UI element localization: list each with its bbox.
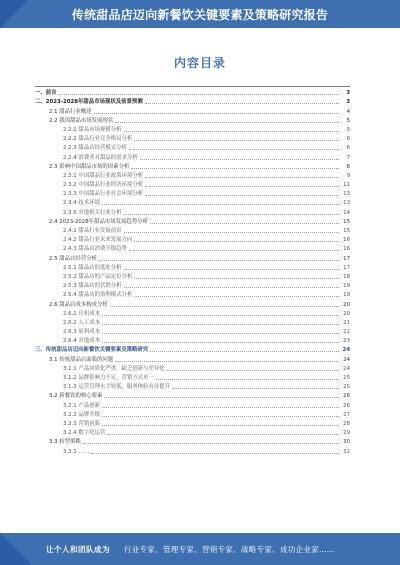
toc-entry-page: 17 — [343, 255, 350, 262]
toc-entry-page: 18 — [343, 273, 350, 280]
toc-dot-leader — [104, 397, 339, 398]
toc-entry[interactable] — [35, 115, 350, 124]
toc-title: 内容目录 — [173, 56, 226, 70]
toc-dot-leader — [129, 250, 339, 251]
toc-entry-title: 2.4.3 甜品店消费升级趋势 — [63, 246, 127, 253]
page-footer — [0, 533, 400, 565]
toc-dot-leader — [102, 416, 339, 417]
toc-entry[interactable] — [35, 280, 350, 289]
toc-entry-page: 7 — [346, 154, 350, 161]
toc-entry[interactable] — [35, 271, 350, 280]
toc-entry[interactable] — [35, 252, 350, 261]
toc-entry[interactable] — [35, 161, 350, 170]
toc-dot-leader — [124, 214, 339, 215]
toc-entry-title: 2.1 甜品行业概述 — [49, 108, 92, 115]
toc-entry[interactable] — [35, 344, 350, 353]
toc-entry[interactable] — [35, 289, 350, 298]
toc-entry-page: 5 — [346, 126, 350, 133]
toc-dot-leader — [145, 186, 339, 187]
toc-entry-title: 2.5.4 甜品店的盈利模式分析 — [63, 292, 133, 299]
toc-entry-title: 三、传统甜品店迈向新餐饮关键要素及策略研究 — [35, 347, 149, 354]
toc-entry-title: 2.4.1 甜品行业发展前景 — [63, 228, 122, 234]
toc-entry-title: 2.3.3 中国甜品行业社会环境分析 — [63, 191, 144, 198]
toc-entry[interactable] — [35, 96, 350, 105]
toc-dot-leader — [124, 232, 339, 233]
toc-entry-page: 26 — [343, 393, 350, 400]
toc-dot-leader — [134, 140, 339, 141]
toc-entry-title: 一、前言 — [35, 90, 57, 97]
toc-entry-page: 3 — [346, 90, 350, 97]
toc-entry-page: 24 — [343, 356, 350, 363]
toc-entry-page: 19 — [343, 283, 350, 290]
toc-entry-title: 2.5.1 甜品店的选址分析 — [63, 264, 122, 271]
toc-entry[interactable] — [35, 87, 350, 96]
toc-entry-title: 2.6.1 房租成本 — [63, 310, 100, 317]
toc-dot-leader — [107, 434, 339, 435]
toc-entry-page: 11 — [343, 182, 350, 189]
toc-entry-page: 19 — [343, 292, 350, 299]
toc-entry[interactable] — [35, 381, 350, 390]
toc-entry-title: 3.2.3 营销创新 — [63, 420, 100, 427]
toc-entry[interactable] — [35, 124, 350, 133]
toc-entry-page: 23 — [343, 338, 350, 345]
toc-dot-leader — [124, 287, 339, 288]
toc-dot-leader — [134, 241, 339, 242]
toc-entry-page: 5 — [346, 117, 350, 124]
toc-entry-title: 2.6.3 原料成本 — [63, 329, 100, 336]
toc-entry[interactable] — [35, 308, 350, 317]
toc-entry-page: 16 — [343, 237, 350, 244]
toc-entry[interactable] — [35, 105, 350, 114]
toc-dot-leader — [134, 296, 339, 297]
toc-dot-leader — [115, 361, 339, 362]
toc-entry-page: 15 — [343, 218, 350, 225]
toc-entry-page: 4 — [346, 108, 350, 115]
toc-entry-page: 6 — [346, 136, 350, 143]
table-of-contents — [35, 86, 350, 455]
toc-entry-title: 2.3 影响中国甜品市场的因素分析 — [49, 163, 130, 170]
toc-entry[interactable] — [35, 133, 350, 142]
toc-entry[interactable] — [35, 353, 350, 362]
toc-dot-leader — [102, 333, 339, 334]
footer-corner-decoration — [0, 533, 32, 565]
toc-entry[interactable] — [35, 234, 350, 243]
toc-entry-title: 二、2023-2028年甜品市场现状及前景预测 — [35, 99, 143, 106]
toc-entry-title: 2.2.1 甜品市场规模分析 — [63, 126, 122, 133]
toc-entry-title: 3.3.1 …… — [63, 448, 90, 455]
toc-dot-leader — [145, 103, 339, 104]
toc-dot-leader — [150, 223, 339, 224]
toc-dot-leader — [99, 260, 339, 261]
toc-entry-page: 6 — [346, 145, 350, 152]
toc-entry-title: 2.2.2 甜品行业竞争格局分析 — [63, 136, 133, 143]
toc-entry-page: 22 — [343, 329, 350, 336]
toc-dot-leader — [83, 443, 339, 444]
toc-entry[interactable] — [35, 418, 350, 427]
toc-entry-page: 20 — [343, 310, 350, 317]
toc-dot-leader — [91, 453, 339, 454]
toc-entry-page: 14 — [343, 209, 350, 216]
toc-dot-leader — [102, 204, 339, 205]
toc-entry-page: 15 — [343, 228, 350, 234]
toc-entry[interactable] — [35, 142, 350, 151]
toc-dot-leader — [172, 388, 339, 389]
toc-entry-page: 16 — [343, 246, 350, 253]
toc-entry-title: 3.3 转型策略 — [49, 439, 81, 446]
toc-entry-page: 17 — [343, 264, 350, 271]
toc-entry-page: 27 — [343, 411, 350, 418]
header-title: 传统甜品店迈向新餐饮关键要素及策略研究报告 — [71, 7, 329, 22]
toc-entry-title: 2.3.2 中国甜品行业经济环境分析 — [63, 182, 144, 189]
toc-entry[interactable] — [35, 225, 350, 234]
toc-entry-title: 2.5 甜品店经营分析 — [49, 255, 98, 262]
toc-entry[interactable] — [35, 188, 350, 197]
toc-dot-leader — [150, 351, 339, 352]
toc-entry-title: 2.4.2 甜品行业未来发展方向 — [63, 237, 133, 244]
toc-dot-leader — [131, 168, 339, 169]
toc-entry-title: 2.6.2 人工成本 — [63, 319, 100, 326]
toc-entry-page: 8 — [346, 163, 350, 170]
toc-dot-leader — [156, 379, 339, 380]
toc-dot-leader — [102, 425, 339, 426]
toc-entry[interactable] — [35, 216, 350, 225]
toc-entry-page: 25 — [343, 375, 350, 381]
toc-entry-title: 2.3.5 其他相关行业分析 — [63, 209, 122, 216]
page-header — [0, 0, 400, 28]
toc-entry-title: 2.6.4 其他成本 — [63, 338, 100, 345]
toc-dot-leader — [102, 315, 339, 316]
toc-dot-leader — [145, 195, 339, 196]
toc-entry[interactable] — [35, 326, 350, 335]
toc-entry-title: 2.3.4 技术环境 — [63, 200, 100, 207]
toc-dot-leader — [129, 149, 339, 150]
toc-entry[interactable] — [35, 206, 350, 215]
toc-dot-leader — [145, 177, 339, 178]
toc-dot-leader — [134, 278, 339, 279]
toc-entry[interactable] — [35, 335, 350, 344]
toc-entry-title: 3.2.1 产品创新 — [63, 402, 100, 409]
toc-entry-title: 2.2.4 消费者对甜品的需求分析 — [63, 154, 138, 161]
toc-entry[interactable] — [35, 372, 350, 381]
toc-entry-title: 2.3.1 中国甜品行业政策环境分析 — [63, 172, 144, 179]
toc-entry[interactable] — [35, 409, 350, 418]
toc-entry-title: 3.1.3 运营管理水平较低，服务体验有待提升 — [63, 384, 171, 391]
toc-dot-leader — [102, 324, 339, 325]
toc-entry[interactable] — [35, 151, 350, 160]
toc-dot-leader — [102, 342, 339, 343]
toc-entry-title: 2.5.2 甜品店的产品定位分析 — [63, 273, 133, 280]
toc-entry[interactable] — [35, 262, 350, 271]
toc-entry-page: 25 — [343, 384, 350, 391]
toc-entry-page: 30 — [343, 439, 350, 446]
toc-entry-page: 29 — [343, 430, 350, 437]
toc-entry-page: 20 — [343, 301, 350, 308]
toc-entry-page: 13 — [343, 200, 350, 207]
toc-entry-page: 21 — [343, 319, 350, 326]
toc-entry-page: 3 — [346, 99, 350, 106]
toc-dot-leader — [115, 122, 339, 123]
toc-entry-title: 3.2.4 数字化运营 — [63, 430, 106, 437]
toc-entry[interactable] — [35, 243, 350, 252]
toc-entry-title: 3.2.2 品牌升级 — [63, 411, 100, 418]
toc-dot-leader — [124, 269, 339, 270]
toc-dot-leader — [94, 113, 339, 114]
toc-entry-page: 24 — [343, 365, 350, 372]
toc-entry[interactable] — [35, 298, 350, 307]
toc-entry-title: 3.2 新餐饮的核心要素 — [49, 393, 103, 400]
toc-dot-leader — [167, 370, 339, 371]
toc-dot-leader — [110, 306, 339, 307]
toc-entry[interactable] — [35, 179, 350, 188]
footer-slogan-right: 行业专家、管理专家、营销专家、战略专家、成功企业家…… — [124, 544, 335, 554]
toc-entry[interactable] — [35, 317, 350, 326]
toc-entry-page: 9 — [346, 172, 350, 179]
footer-slogan-left: 让个人和团队成为 — [46, 544, 110, 554]
toc-entry[interactable] — [35, 170, 350, 179]
toc-entry[interactable] — [35, 399, 350, 408]
toc-entry-title: 2.2.3 甜品店经营模式分析 — [63, 145, 127, 152]
toc-entry-title: 2.6 甜品店成本构成分析 — [49, 301, 108, 308]
toc-entry-title: 2.4 2023-2028年甜品市场发展趋势分析 — [49, 218, 148, 225]
toc-entry-page: 13 — [343, 191, 350, 198]
toc-entry-page: 24 — [342, 347, 350, 354]
toc-entry-title: 2.2 我国甜品市场发展现状 — [49, 117, 114, 124]
toc-dot-leader — [59, 94, 339, 95]
toc-entry[interactable] — [35, 427, 350, 436]
toc-entry[interactable] — [35, 436, 350, 445]
toc-dot-leader — [124, 131, 339, 132]
toc-entry[interactable] — [35, 197, 350, 206]
toc-entry-title: 3.1.2 品牌影响力不足，营销方式单一 — [63, 375, 154, 381]
toc-entry[interactable] — [35, 363, 350, 372]
toc-dot-leader — [140, 159, 339, 160]
toc-entry-page: 32 — [343, 448, 350, 455]
toc-entry[interactable] — [35, 445, 350, 454]
header-corner-decoration — [0, 0, 28, 28]
toc-entry-title: 2.5.3 甜品店的营销分析 — [63, 283, 122, 290]
toc-entry-title: 3.1 传统甜品店面临的问题 — [49, 356, 114, 363]
toc-entry-title: 3.1.1 产品同质化严重，缺乏创新与差异化 — [63, 365, 165, 372]
toc-dot-leader — [102, 407, 339, 408]
toc-entry-page: 26 — [343, 402, 350, 409]
toc-entry-page: 28 — [343, 420, 350, 427]
toc-entry[interactable] — [35, 390, 350, 399]
